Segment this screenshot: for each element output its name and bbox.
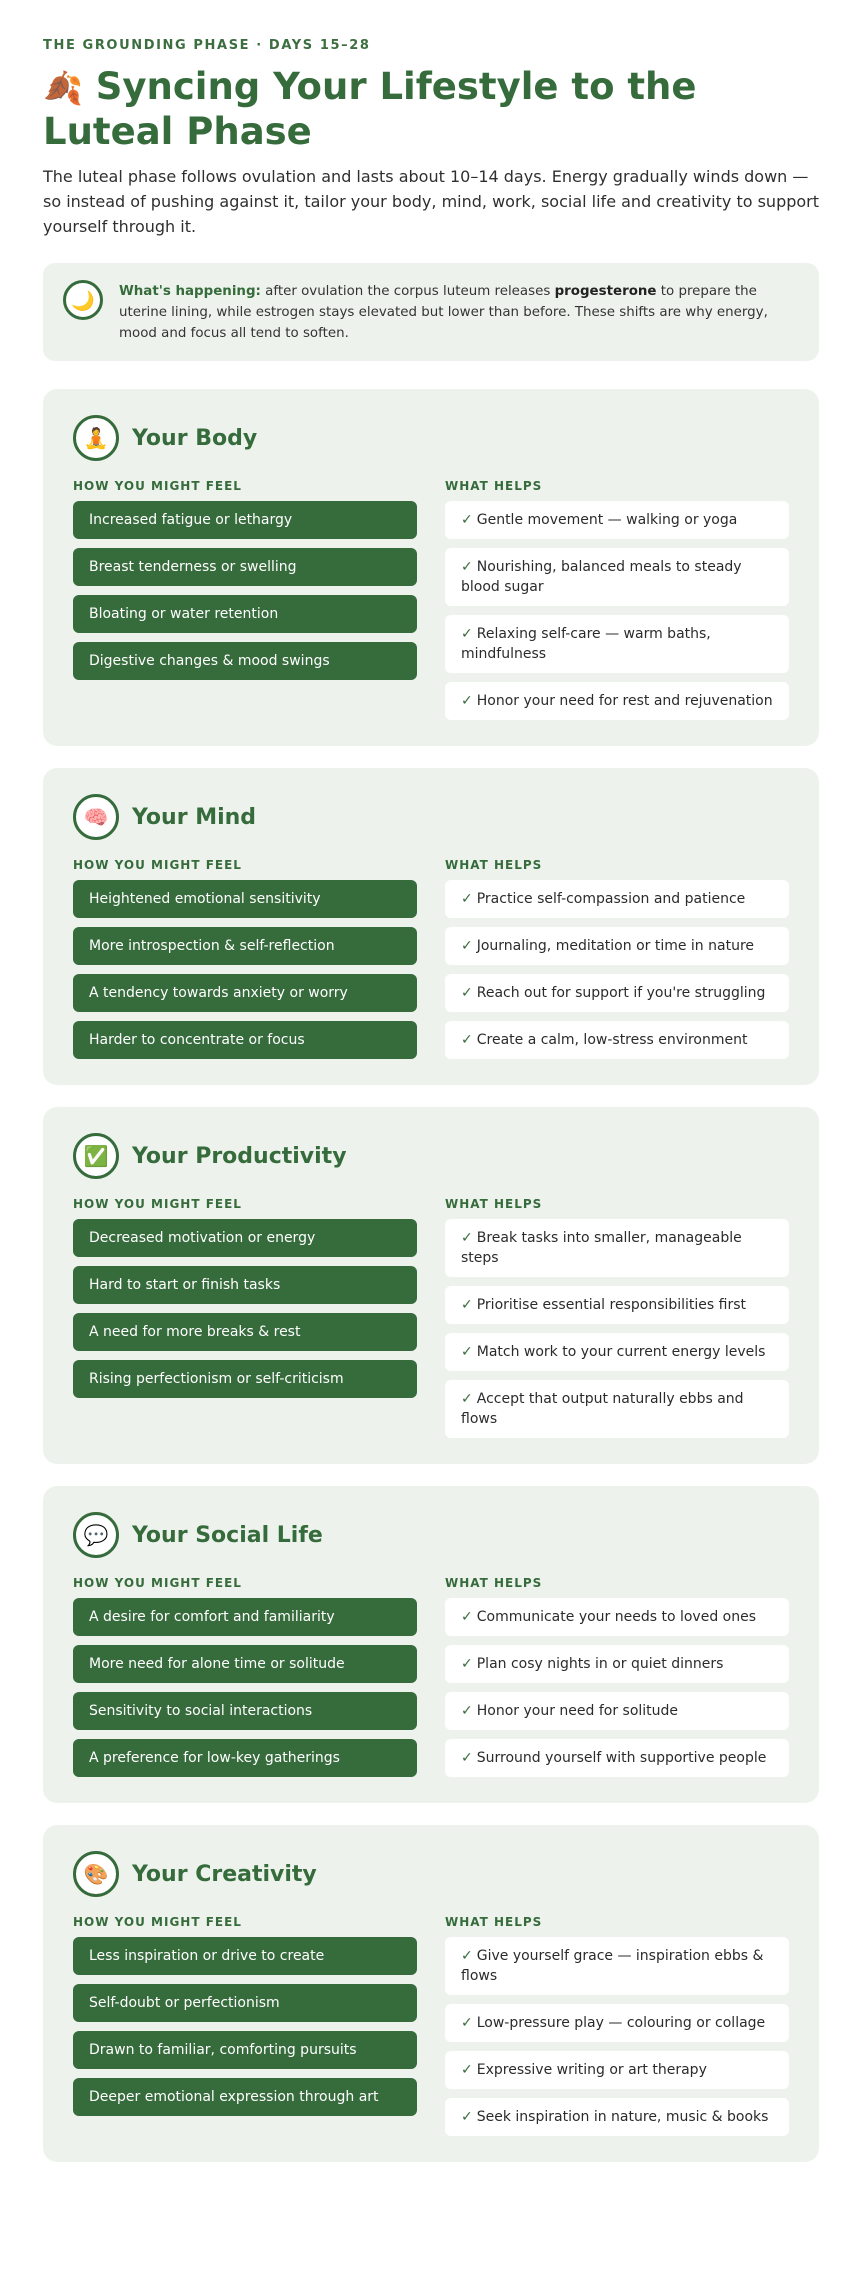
help-item	[445, 1219, 789, 1277]
help-item-text: Gentle movement — walking or yoga	[476, 512, 738, 528]
helps-column	[445, 479, 789, 720]
help-item-text: Surround yourself with supportive people	[476, 1750, 767, 1766]
help-item-text: Honor your need for solitude	[476, 1703, 679, 1719]
checkmark-icon: ✓	[461, 626, 473, 642]
help-item	[445, 1739, 789, 1777]
page-title	[43, 65, 819, 154]
helps-list	[445, 1598, 789, 1777]
section-columns	[73, 1915, 789, 2136]
feel-item: Decreased motivation or energy	[73, 1219, 417, 1257]
section-body	[43, 389, 819, 746]
callout-lead: What's happening:	[119, 284, 261, 299]
help-item	[445, 1286, 789, 1324]
helps-column	[445, 1197, 789, 1438]
feel-item: Bloating or water retention	[73, 595, 417, 633]
intro-paragraph: The luteal phase follows ovulation and lasts about 10–14 days. Energy gradually winds down — so instead of pushing against it, tailor your body, mind, work, social life and creativity to support yourself through it.	[43, 167, 820, 236]
section-title: Your Social Life	[132, 1522, 323, 1548]
section-header	[73, 1851, 789, 1897]
eyebrow: THE GROUNDING PHASE · DAYS 15–28	[43, 38, 371, 53]
feel-item: Less inspiration or drive to create	[73, 1937, 417, 1975]
checkmark-icon: ✓	[461, 985, 473, 1001]
callout-text-before: after ovulation the corpus luteum releases	[260, 284, 555, 299]
feel-column-label: HOW YOU MIGHT FEEL	[73, 1915, 242, 1929]
checkmark-icon: ✓	[461, 1703, 473, 1719]
feel-item: A preference for low-key gatherings	[73, 1739, 417, 1777]
checkmark-icon: ✓	[461, 2062, 473, 2078]
checkbox-icon: ✅	[73, 1133, 119, 1179]
feel-column	[73, 1915, 417, 2136]
checkmark-icon: ✓	[461, 1344, 473, 1360]
checkmark-icon: ✓	[461, 891, 473, 907]
feel-item: A tendency towards anxiety or worry	[73, 974, 417, 1012]
checkmark-icon: ✓	[461, 1656, 473, 1672]
feel-list	[73, 1219, 417, 1398]
feel-item: A desire for comfort and familiarity	[73, 1598, 417, 1636]
feel-item: Digestive changes & mood swings	[73, 642, 417, 680]
callout-text-after: to prepare the uterine lining, while estrogen stays elevated but lower than before. These shifts are why energy, mood and focus all tend to soften.	[119, 284, 768, 341]
feel-column-label: HOW YOU MIGHT FEEL	[73, 479, 242, 493]
helps-column-label: WHAT HELPS	[445, 479, 543, 493]
brain-icon: 🧠	[73, 794, 119, 840]
leaf-icon: 🍂	[43, 69, 83, 107]
page-title-text: Syncing Your Lifestyle to the Luteal Phase	[43, 65, 697, 153]
feel-column-label: HOW YOU MIGHT FEEL	[73, 858, 242, 872]
helps-column-label: WHAT HELPS	[445, 1576, 543, 1590]
help-item-text: Honor your need for rest and rejuvenation	[476, 693, 773, 709]
helps-list	[445, 501, 789, 720]
help-item	[445, 2051, 789, 2089]
helps-list	[445, 880, 789, 1059]
help-item-text: Communicate your needs to loved ones	[476, 1609, 757, 1625]
feel-list	[73, 1937, 417, 2116]
feel-item: A need for more breaks & rest	[73, 1313, 417, 1351]
help-item-text: Seek inspiration in nature, music & books	[476, 2109, 769, 2125]
help-item	[445, 1333, 789, 1371]
callout-highlight: progesterone	[554, 284, 657, 299]
checkmark-icon: ✓	[461, 1391, 473, 1407]
help-item	[445, 1021, 789, 1059]
section-header	[73, 1133, 789, 1179]
help-item-text: Give yourself grace — inspiration ebbs & flows	[461, 1948, 764, 1984]
section-header	[73, 794, 789, 840]
help-item	[445, 1937, 789, 1995]
help-item-text: Relaxing self-care — warm baths, mindfulness	[461, 626, 711, 662]
help-item	[445, 1645, 789, 1683]
helps-column	[445, 858, 789, 1059]
section-header	[73, 415, 789, 461]
section-columns	[73, 1576, 789, 1777]
feel-item: Hard to start or finish tasks	[73, 1266, 417, 1304]
feel-item: More need for alone time or solitude	[73, 1645, 417, 1683]
feel-item: Rising perfectionism or self-criticism	[73, 1360, 417, 1398]
help-item	[445, 615, 789, 673]
help-item	[445, 2098, 789, 2136]
helps-column	[445, 1576, 789, 1777]
help-item-text: Reach out for support if you're struggling	[476, 985, 766, 1001]
checkmark-icon: ✓	[461, 559, 473, 575]
help-item-text: Create a calm, low-stress environment	[476, 1032, 748, 1048]
section-title: Your Productivity	[132, 1143, 347, 1169]
help-item-text: Prioritise essential responsibilities first	[476, 1297, 747, 1313]
help-item-text: Low-pressure play — colouring or collage	[476, 2015, 766, 2031]
section-mind	[43, 768, 819, 1085]
helps-column	[445, 1915, 789, 2136]
checkmark-icon: ✓	[461, 693, 473, 709]
help-item	[445, 974, 789, 1012]
checkmark-icon: ✓	[461, 1230, 473, 1246]
help-item-text: Expressive writing or art therapy	[476, 2062, 707, 2078]
helps-column-label: WHAT HELPS	[445, 1197, 543, 1211]
speech-bubble-icon: 💬	[73, 1512, 119, 1558]
feel-item: More introspection & self-reflection	[73, 927, 417, 965]
feel-item: Breast tenderness or swelling	[73, 548, 417, 586]
feel-item: Self-doubt or perfectionism	[73, 1984, 417, 2022]
feel-list	[73, 880, 417, 1059]
help-item-text: Break tasks into smaller, manageable steps	[461, 1230, 742, 1266]
feel-item: Drawn to familiar, comforting pursuits	[73, 2031, 417, 2069]
help-item-text: Journaling, meditation or time in nature	[476, 938, 755, 954]
section-header	[73, 1512, 789, 1558]
checkmark-icon: ✓	[461, 512, 473, 528]
helps-list	[445, 1937, 789, 2136]
feel-list	[73, 1598, 417, 1777]
feel-item: Heightened emotional sensitivity	[73, 880, 417, 918]
callout-text	[119, 280, 799, 344]
help-item	[445, 1598, 789, 1636]
section-title: Your Creativity	[132, 1861, 317, 1887]
checkmark-icon: ✓	[461, 1948, 473, 1964]
section-title: Your Mind	[132, 804, 257, 830]
help-item	[445, 880, 789, 918]
feel-column	[73, 1576, 417, 1777]
help-item	[445, 1380, 789, 1438]
checkmark-icon: ✓	[461, 1750, 473, 1766]
section-productivity	[43, 1107, 819, 1464]
help-item-text: Plan cosy nights in or quiet dinners	[476, 1656, 724, 1672]
moon-icon: 🌙	[63, 280, 103, 320]
help-item	[445, 1692, 789, 1730]
section-title: Your Body	[132, 425, 258, 451]
section-columns	[73, 858, 789, 1059]
body-meditation-icon: 🧘	[73, 415, 119, 461]
help-item-text: Match work to your current energy levels	[476, 1344, 766, 1360]
help-item	[445, 927, 789, 965]
feel-column	[73, 1197, 417, 1438]
feel-item: Sensitivity to social interactions	[73, 1692, 417, 1730]
section-columns	[73, 479, 789, 720]
help-item-text: Nourishing, balanced meals to steady blood sugar	[461, 559, 742, 595]
helps-column-label: WHAT HELPS	[445, 1915, 543, 1929]
help-item	[445, 2004, 789, 2042]
checkmark-icon: ✓	[461, 2109, 473, 2125]
feel-list	[73, 501, 417, 680]
checkmark-icon: ✓	[461, 1032, 473, 1048]
section-columns	[73, 1197, 789, 1438]
section-social-life	[43, 1486, 819, 1803]
feel-item: Increased fatigue or lethargy	[73, 501, 417, 539]
feel-column-label: HOW YOU MIGHT FEEL	[73, 1576, 242, 1590]
feel-column	[73, 858, 417, 1059]
checkmark-icon: ✓	[461, 2015, 473, 2031]
help-item	[445, 501, 789, 539]
section-creativity	[43, 1825, 819, 2162]
feel-column-label: HOW YOU MIGHT FEEL	[73, 1197, 242, 1211]
help-item-text: Practice self-compassion and patience	[476, 891, 746, 907]
info-callout	[43, 263, 819, 361]
feel-item: Deeper emotional expression through art	[73, 2078, 417, 2116]
helps-list	[445, 1219, 789, 1438]
palette-icon: 🎨	[73, 1851, 119, 1897]
help-item	[445, 682, 789, 720]
help-item	[445, 548, 789, 606]
feel-item: Harder to concentrate or focus	[73, 1021, 417, 1059]
checkmark-icon: ✓	[461, 1609, 473, 1625]
help-item-text: Accept that output naturally ebbs and flows	[461, 1391, 744, 1427]
checkmark-icon: ✓	[461, 1297, 473, 1313]
helps-column-label: WHAT HELPS	[445, 858, 543, 872]
feel-column	[73, 479, 417, 720]
checkmark-icon: ✓	[461, 938, 473, 954]
